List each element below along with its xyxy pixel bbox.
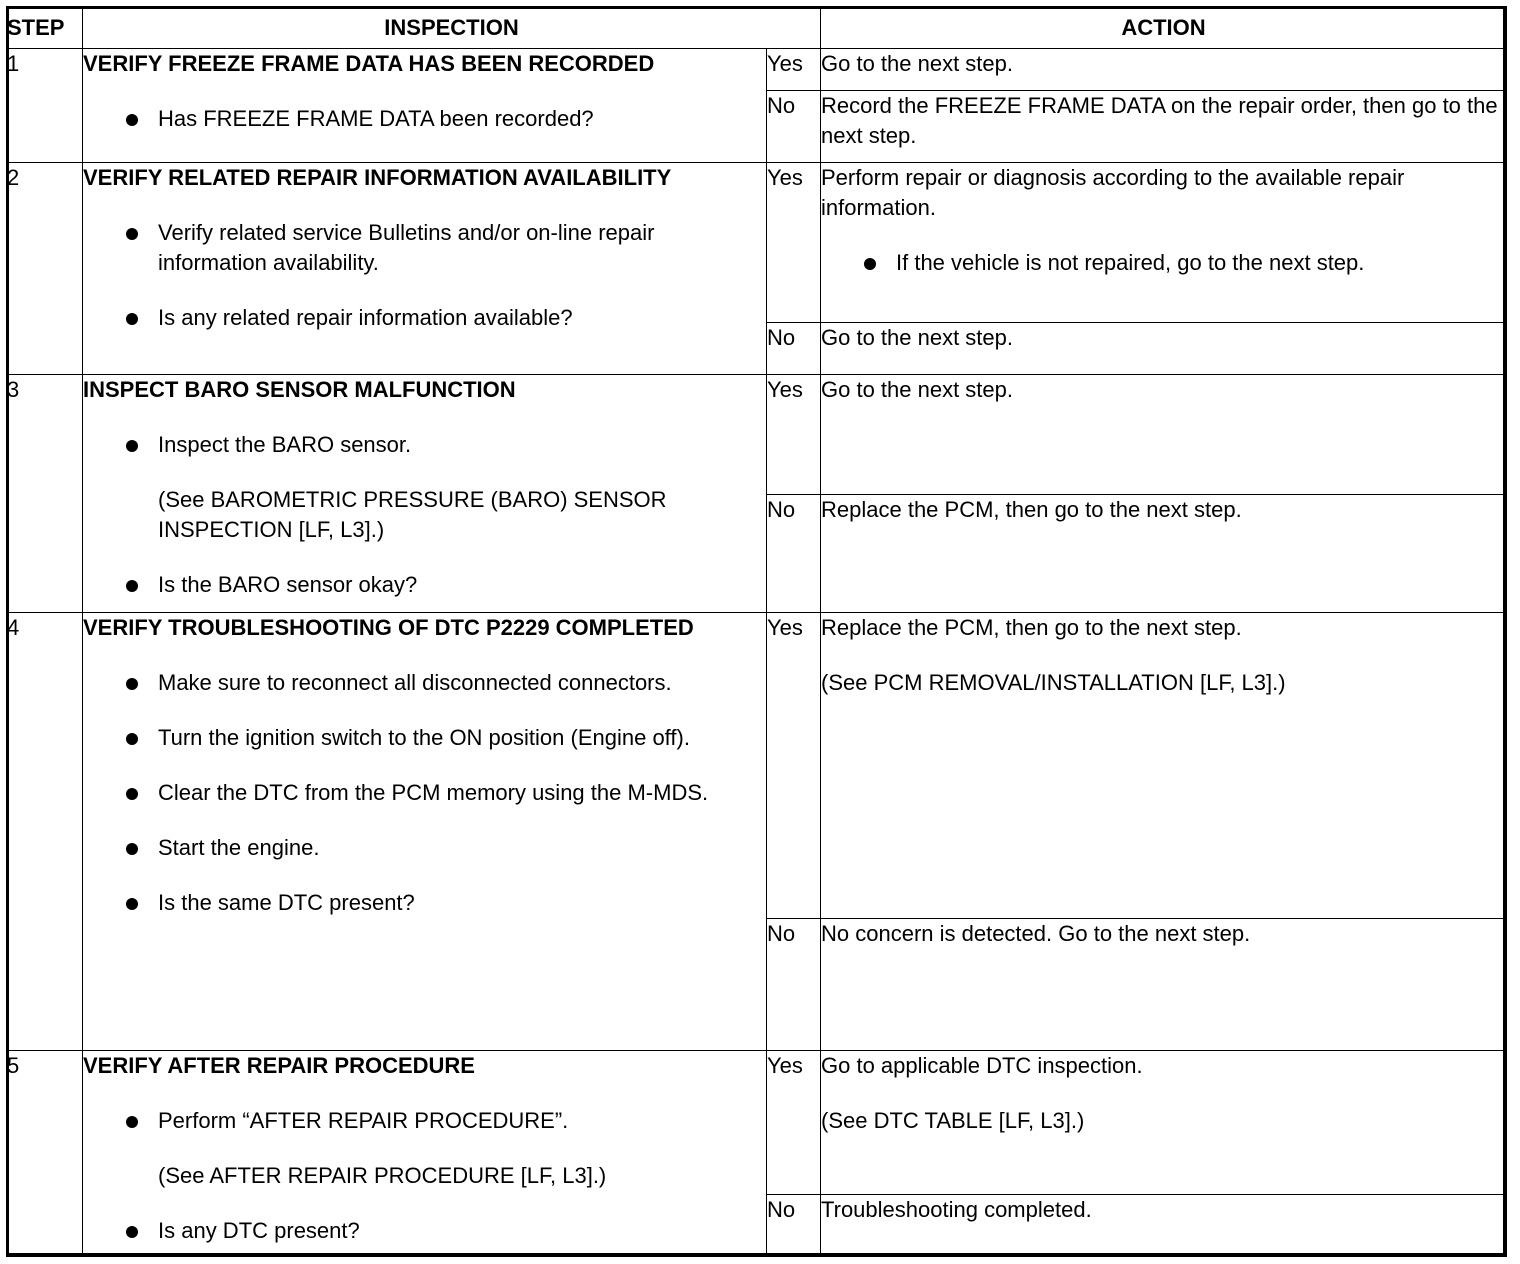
bullet-icon [864, 258, 876, 270]
yes-action: Replace the PCM, then go to the next step. [821, 615, 1242, 640]
bullet-text: Is any DTC present? [158, 1218, 360, 1243]
bullet-item [83, 430, 766, 460]
step-number: 5 [7, 1051, 83, 1257]
bullet-item [821, 248, 1506, 278]
no-action: No concern is detected. Go to the next step. [821, 919, 1507, 1051]
step-3-yes-row [7, 375, 1507, 495]
bullet-item [83, 668, 766, 698]
yes-action-cell [821, 613, 1507, 919]
reference-note: (See AFTER REPAIR PROCEDURE [LF, L3].) [158, 1163, 607, 1188]
bullet-item [83, 1216, 766, 1246]
header-inspection: INSPECTION [83, 7, 821, 49]
yes-action-cell [821, 1051, 1507, 1195]
bullet-icon [126, 440, 138, 452]
no-label: No [767, 323, 821, 375]
bullet-item [83, 833, 766, 863]
step-number: 3 [7, 375, 83, 613]
bullet-icon [126, 843, 138, 855]
bullet-item [83, 778, 766, 808]
header-row [7, 7, 1507, 49]
reference-note: (See DTC TABLE [LF, L3].) [821, 1108, 1085, 1133]
bullet-item [83, 570, 766, 600]
bullet-icon [126, 114, 138, 126]
bullet-icon [126, 678, 138, 690]
no-action: Go to the next step. [821, 323, 1507, 375]
yes-label: Yes [767, 1051, 821, 1195]
bullet-text: If the vehicle is not repaired, go to the next step. [896, 250, 1365, 275]
bullet-icon [126, 898, 138, 910]
step-number: 4 [7, 613, 83, 1051]
step-inspection [83, 163, 767, 375]
bullet-icon [126, 1116, 138, 1128]
no-label: No [767, 1195, 821, 1257]
no-label: No [767, 919, 821, 1051]
yes-label: Yes [767, 375, 821, 495]
step-title: VERIFY FREEZE FRAME DATA HAS BEEN RECORDED [83, 51, 655, 76]
bullet-text: Is the BARO sensor okay? [158, 572, 418, 597]
step-inspection [83, 1051, 767, 1257]
yes-action: Go to the next step. [821, 49, 1507, 91]
bullet-text: Is any related repair information available? [158, 305, 573, 330]
bullet-item [83, 1106, 766, 1136]
step-inspection [83, 49, 767, 163]
bullet-item [83, 888, 766, 918]
bullet-icon [126, 733, 138, 745]
bullet-icon [126, 1226, 138, 1238]
bullet-text: Is the same DTC present? [158, 890, 415, 915]
no-action: Replace the PCM, then go to the next step. [821, 495, 1507, 613]
bullet-text: Has FREEZE FRAME DATA been recorded? [158, 106, 594, 131]
troubleshooting-table-frame [6, 6, 1506, 1256]
step-5-yes-row [7, 1051, 1507, 1195]
bullet-text: Perform “AFTER REPAIR PROCEDURE”. [158, 1108, 569, 1133]
no-label: No [767, 91, 821, 163]
bullet-text: Start the engine. [158, 835, 320, 860]
bullet-text: Verify related service Bulletins and/or on-line repair information availability. [158, 220, 655, 275]
step-title: VERIFY AFTER REPAIR PROCEDURE [83, 1053, 475, 1078]
bullet-item [83, 723, 766, 753]
header-step: STEP [7, 7, 83, 49]
step-inspection [83, 375, 767, 613]
yes-label: Yes [767, 49, 821, 91]
bullet-icon [126, 228, 138, 240]
bullet-item [83, 303, 766, 333]
bullet-icon [126, 580, 138, 592]
bullet-text: Make sure to reconnect all disconnected connectors. [158, 670, 672, 695]
yes-action-cell [821, 163, 1507, 323]
bullet-item [83, 104, 766, 134]
step-number: 1 [7, 49, 83, 163]
bullet-item [83, 218, 766, 278]
yes-action: Go to the next step. [821, 375, 1507, 495]
bullet-icon [126, 313, 138, 325]
yes-label: Yes [767, 613, 821, 919]
step-4-yes-row [7, 613, 1507, 919]
yes-action: Go to applicable DTC inspection. [821, 1053, 1143, 1078]
no-action: Record the FREEZE FRAME DATA on the repair order, then go to the next step. [821, 91, 1507, 163]
reference-note: (See PCM REMOVAL/INSTALLATION [LF, L3].) [821, 670, 1286, 695]
step-inspection [83, 613, 767, 1051]
no-label: No [767, 495, 821, 613]
bullet-text: Inspect the BARO sensor. [158, 432, 412, 457]
step-title: VERIFY TROUBLESHOOTING OF DTC P2229 COMPLETED [83, 615, 694, 640]
step-number: 2 [7, 163, 83, 375]
step-1-yes-row [7, 49, 1507, 91]
step-title: INSPECT BARO SENSOR MALFUNCTION [83, 377, 516, 402]
reference-note: (See BAROMETRIC PRESSURE (BARO) SENSOR INSPECTION [LF, L3].) [158, 487, 667, 542]
step-title: VERIFY RELATED REPAIR INFORMATION AVAILABILITY [83, 165, 672, 190]
no-action: Troubleshooting completed. [821, 1195, 1507, 1257]
yes-action: Perform repair or diagnosis according to the available repair information. [821, 165, 1405, 220]
bullet-icon [126, 788, 138, 800]
bullet-text: Turn the ignition switch to the ON position (Engine off). [158, 725, 690, 750]
yes-label: Yes [767, 163, 821, 323]
troubleshooting-table [6, 6, 1507, 1257]
header-action: ACTION [821, 7, 1507, 49]
step-2-yes-row [7, 163, 1507, 323]
bullet-text: Clear the DTC from the PCM memory using the M-MDS. [158, 780, 709, 805]
